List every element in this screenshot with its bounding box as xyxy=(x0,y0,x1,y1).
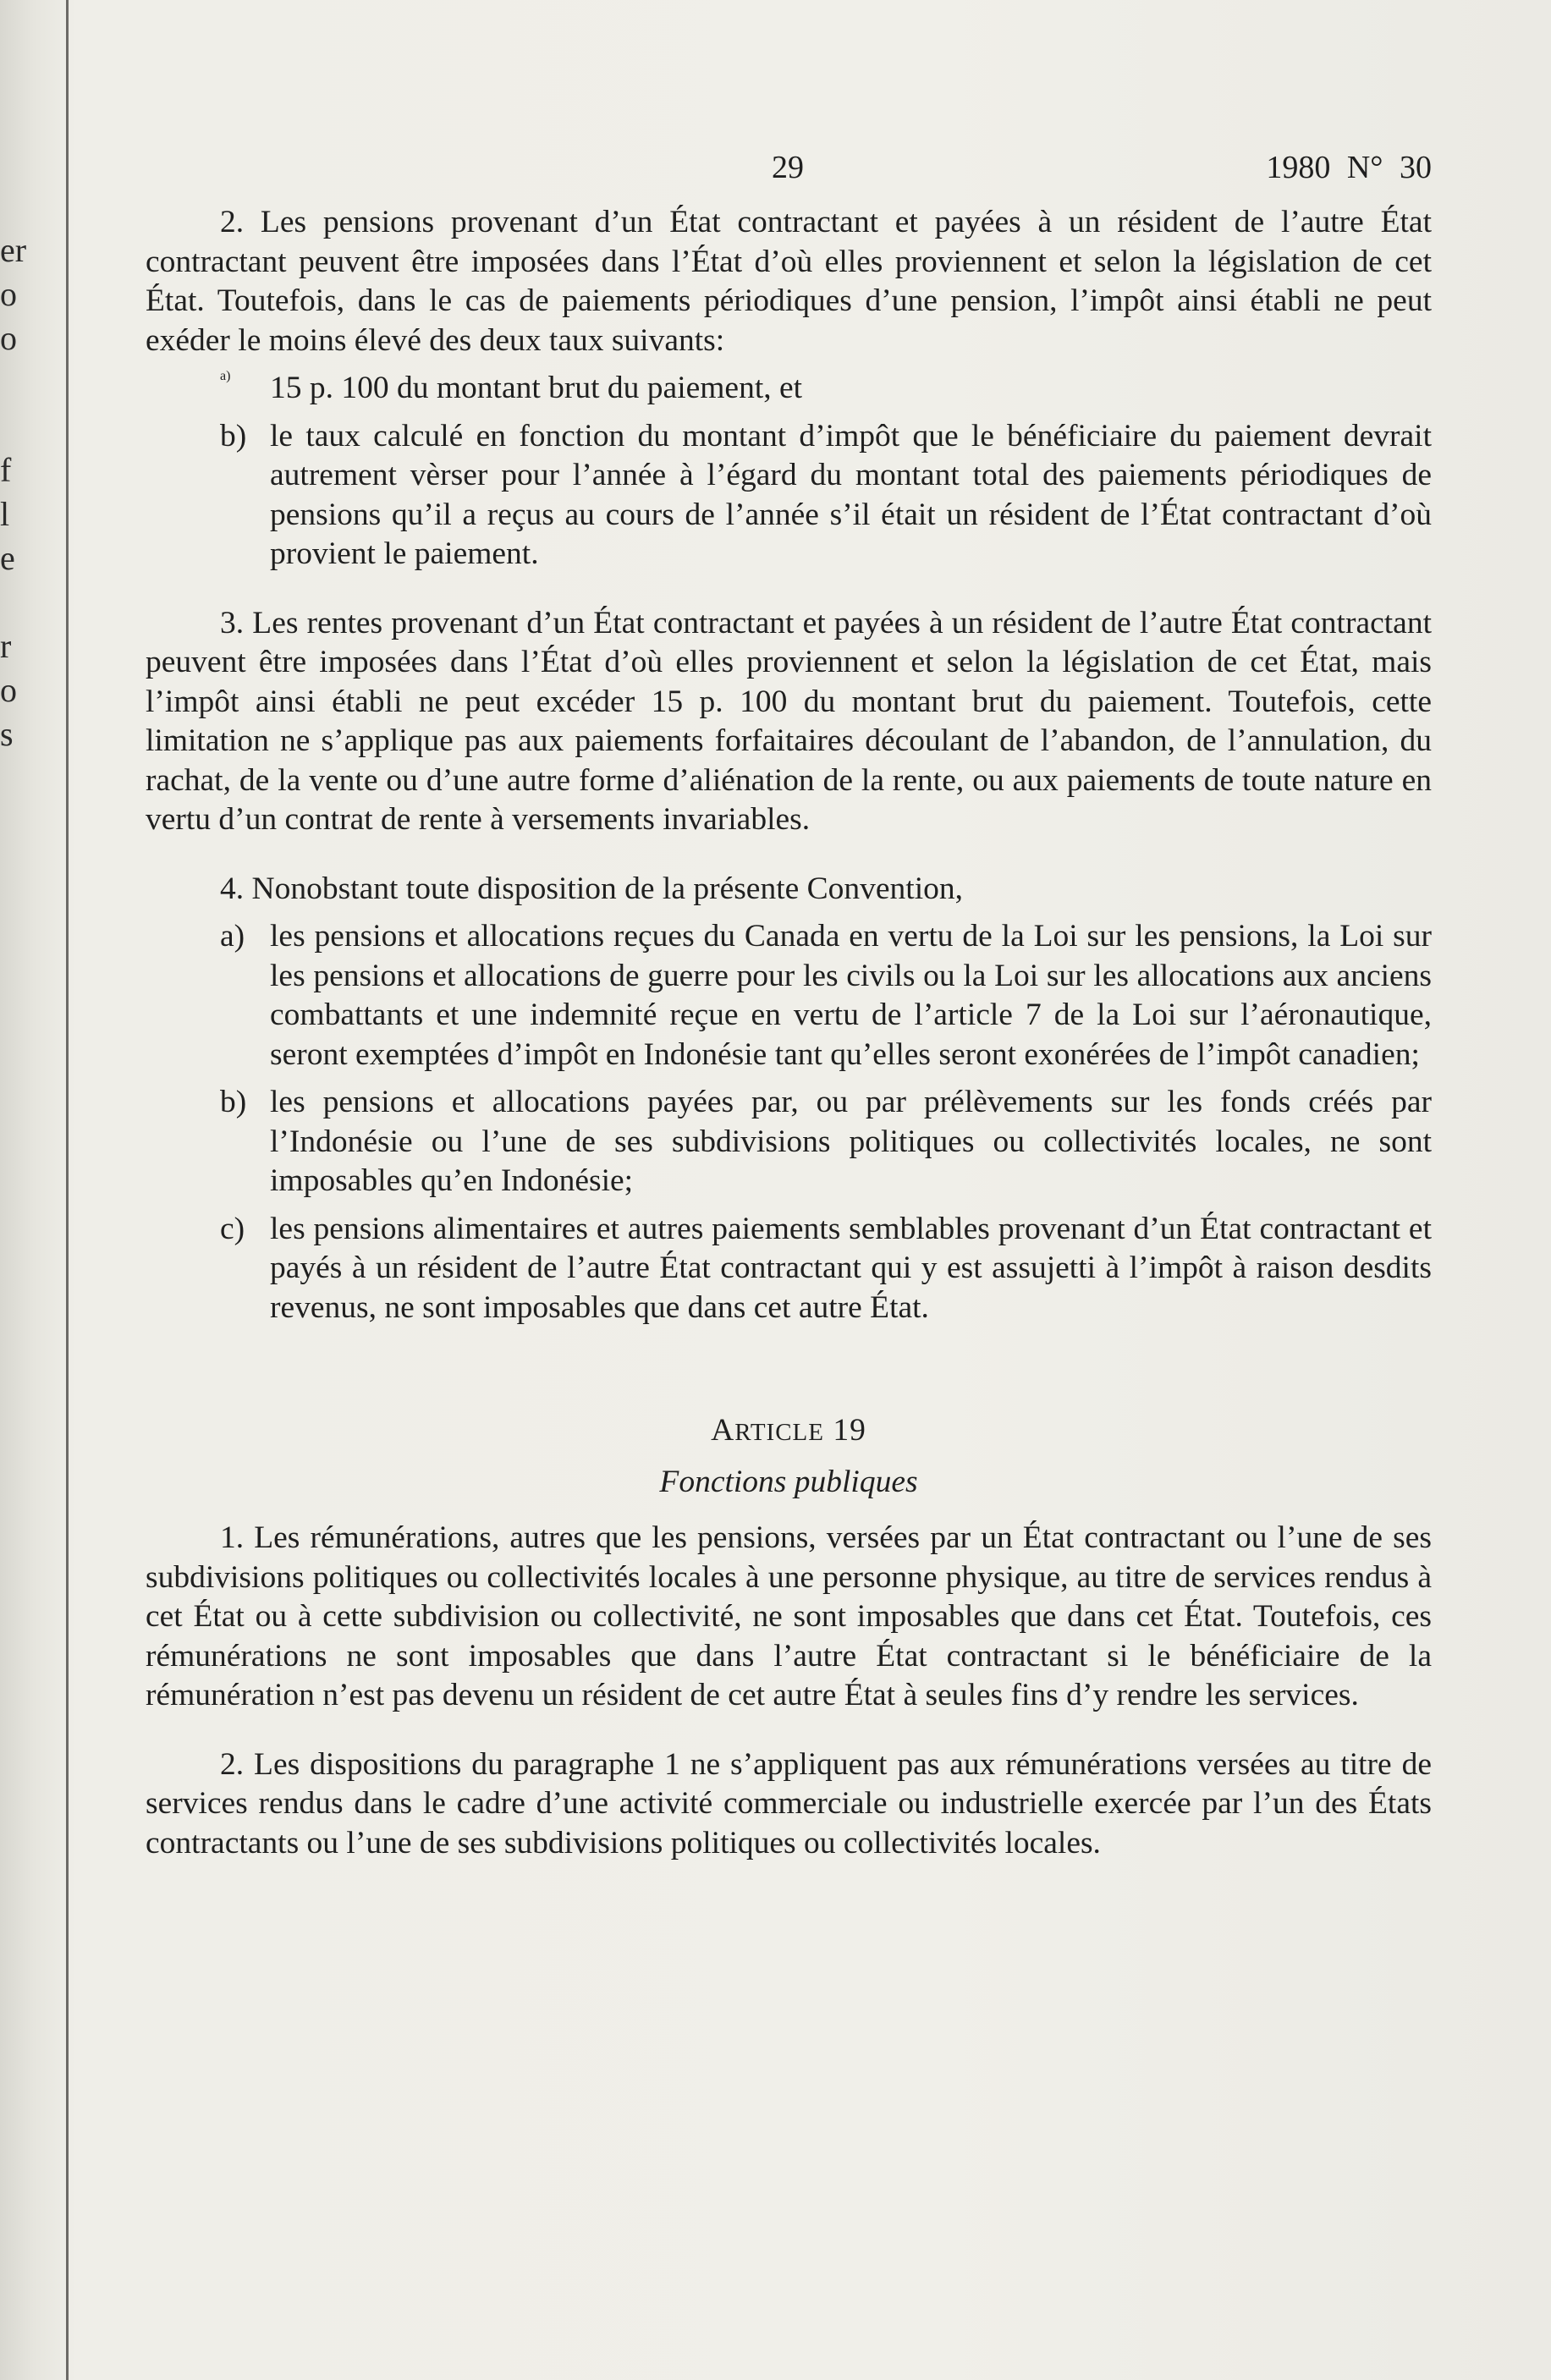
article-heading xyxy=(146,1412,1432,1448)
margin-fragment: o xyxy=(0,319,17,357)
article-subtitle: Fonctions publiques xyxy=(659,1465,918,1499)
page-gutter-line xyxy=(66,0,69,2380)
margin-fragment: s xyxy=(0,715,14,753)
paragraph-3: 3. Les rentes provenant d’un État contractant et payées à un résident de l’autre État contractant peuvent être imposées dans l’État d’où elles proviennent et selon la législation de cet État, mais l’impôt ainsi établi ne peut excéder 15 p. 100 du montant brut du paiement. Toutefois, cette limitation ne s’applique pas aux paiements forfaitaires découlant de l’abandon, de l’annulation, du rachat, de la vente ou d’une autre forme d’aliénation de la rente, ou aux paiements de toute nature en vertu d’un contrat de rente à versements invariables. xyxy=(146,605,1432,837)
list-label: a) xyxy=(220,919,245,954)
margin-fragment: l xyxy=(0,495,10,533)
article-heading-initial: A xyxy=(711,1413,735,1448)
list-text: 15 p. 100 du montant brut du paiement, et xyxy=(270,371,803,405)
list-item-b xyxy=(146,1083,1432,1201)
page-number: 29 xyxy=(772,150,804,185)
margin-fragment: o xyxy=(0,275,17,313)
list-item-a xyxy=(146,369,1432,409)
list-item-a xyxy=(146,917,1432,1075)
list-label: b) xyxy=(220,418,247,453)
margin-fragment: e xyxy=(0,539,15,577)
article19-paragraph-2: 2. Les dispositions du paragraphe 1 ne s’appliquent pas aux rémunérations versées au titre de services rendus dans le cadre d’une activité commerciale ou industrielle exercée par l’un des États contractants ou l’une de ses subdivisions politiques ou collectivités locales. xyxy=(146,1746,1432,1861)
article-heading-word: RTICLE xyxy=(734,1419,824,1446)
list-label: a) xyxy=(220,369,231,383)
page-content xyxy=(146,142,1432,1863)
margin-gap xyxy=(0,580,25,624)
list-text: le taux calculé en fonction du montant d’impôt que le bénéficiaire du paiement devrait autrement vèrser pour l’année à l’égard du montant total des paiements périodiques de pensions qu’il a reçus au cours de l’année s’il était un résident de l’État contractant d’où provient le paiement. xyxy=(270,418,1432,571)
statute-reference: 1980 N° 30 xyxy=(1266,150,1432,185)
paragraph-2: 2. Les pensions provenant d’un État contractant et payées à un résident de l’autre État contractant peuvent être imposées dans l’État d’où elles proviennent et selon la législation de cet État. Toutefois, dans le cas de paiements périodiques d’une pension, l’impôt ainsi établi ne peut exéder le moins élevé des deux taux suivants: xyxy=(146,205,1432,358)
list-text: les pensions alimentaires et autres paiements semblables provenant d’un État contractant et payés à un résident de l’autre État contractant qui y est assujetti à l’impôt à raison desdits revenus, ne sont imposables que dans cet autre État. xyxy=(270,1211,1432,1325)
list-label: c) xyxy=(220,1211,245,1246)
facing-page-margin-fragments xyxy=(0,228,25,756)
running-header xyxy=(146,142,1432,193)
margin-fragment: r xyxy=(0,627,12,665)
margin-gap xyxy=(0,360,25,448)
article19-paragraph-1: 1. Les rémunérations, autres que les pensions, versées par un État contractant ou l’une de ses subdivisions politiques ou collectivités locales à une personne physique, au titre de services rendus à cet État ou à cette subdivision ou collectivité, ne sont imposables que dans cet État. Toutefois, ces rémunérations ne sont imposables que dans l’autre État contractant si le bénéficiaire de la rémunération n’est pas devenu un résident de cet autre État à seules fins d’y rendre les services. xyxy=(146,1520,1432,1712)
list-text: les pensions et allocations payées par, ou par prélèvements sur les fonds créés par l’Indonésie ou l’une de ses subdivisions politiques ou collectivités locales, ne sont imposables qu’en Indonésie; xyxy=(270,1085,1432,1198)
paragraph-4: 4. Nonobstant toute disposition de la présente Convention, xyxy=(220,871,964,906)
list-label: b) xyxy=(220,1085,247,1119)
margin-fragment: er xyxy=(0,231,27,269)
list-item-c xyxy=(146,1210,1432,1328)
list-item-b xyxy=(146,417,1432,574)
margin-fragment: o xyxy=(0,671,17,709)
list-text: les pensions et allocations reçues du Canada en vertu de la Loi sur les pensions, la Loi sur les pensions et allocations de guerre pour les civils ou la Loi sur les allocations aux anciens combattants et une indemnité reçue en vertu de l’article 7 de la Loi sur l’aéronautique, seront exemptées d’impôt en Indonésie tant qu’elles seront exonérées de l’impôt canadien; xyxy=(270,919,1432,1072)
article-number: 19 xyxy=(833,1413,866,1448)
margin-fragment: f xyxy=(0,451,12,489)
